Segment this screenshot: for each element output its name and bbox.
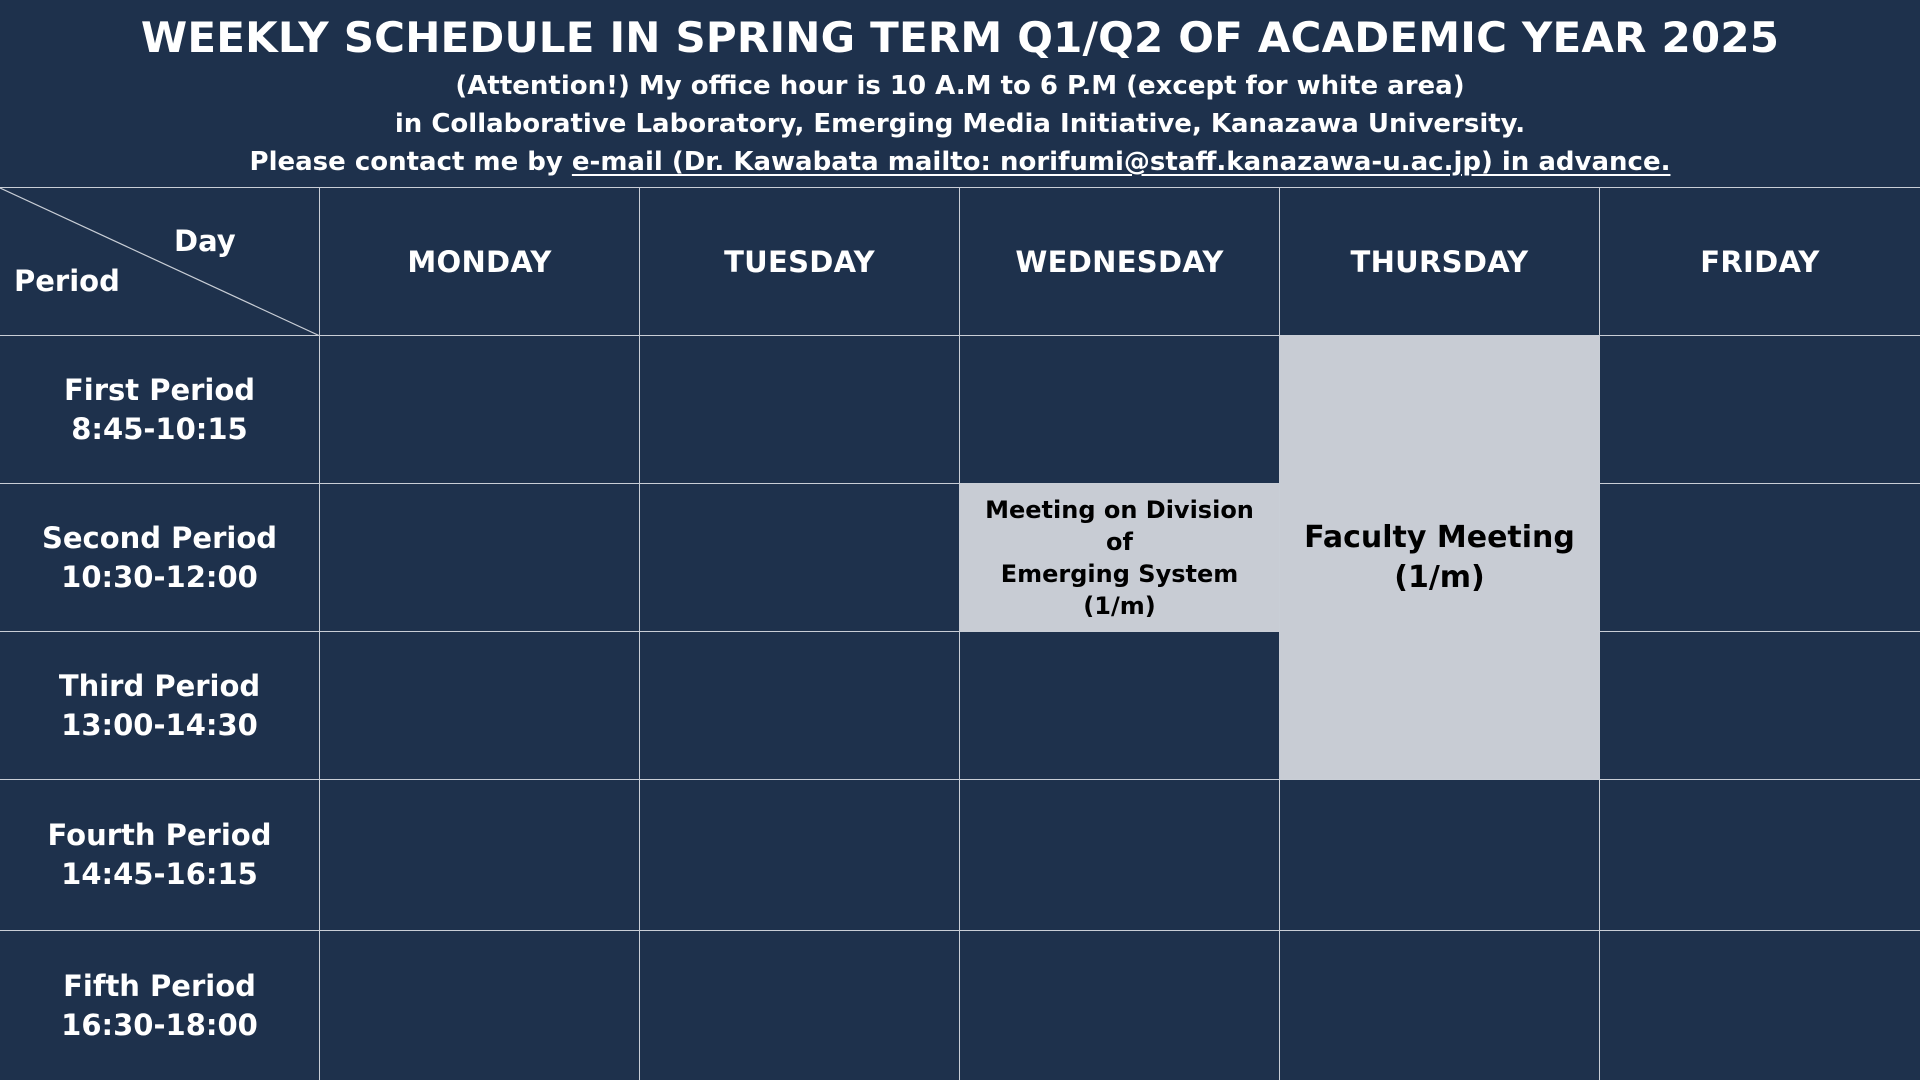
event-division-meeting <box>960 484 1280 632</box>
slot-tuesday-third <box>640 632 960 780</box>
slot-wednesday-fourth <box>960 780 1280 931</box>
day-header-thursday: THURSDAY <box>1280 188 1600 336</box>
event-title: Faculty Meeting <box>1304 519 1575 555</box>
event-frequency: (1/m) <box>1083 591 1156 620</box>
event-line: Meeting on Division of <box>985 495 1254 556</box>
page-title: WEEKLY SCHEDULE IN SPRING TERM Q1/Q2 OF ACADEMIC YEAR 2025 <box>140 13 1780 62</box>
period-time: 16:30-18:00 <box>61 1008 258 1042</box>
office-hour-notice: (Attention!) My office hour is 10 A.M to 6 P.M (except for white area) <box>455 71 1465 101</box>
slot-tuesday-fourth <box>640 780 960 931</box>
slot-wednesday-fifth <box>960 931 1280 1080</box>
slot-monday-fourth <box>320 780 640 931</box>
slot-friday-fourth <box>1600 780 1920 931</box>
slot-monday-third <box>320 632 640 780</box>
slot-monday-first <box>320 336 640 484</box>
period-time: 10:30-12:00 <box>61 559 258 594</box>
diagonal-divider <box>0 188 320 336</box>
corner-header <box>0 188 320 336</box>
corner-period-label: Period <box>14 264 120 298</box>
diagonal-line <box>0 188 320 336</box>
slot-tuesday-fifth <box>640 931 960 1080</box>
period-time: 14:45-16:15 <box>61 857 258 891</box>
slot-monday-second <box>320 484 640 632</box>
event-frequency: (1/m) <box>1394 559 1485 595</box>
period-time: 8:45-10:15 <box>71 411 248 446</box>
event-faculty-meeting <box>1280 336 1600 780</box>
schedule-header <box>0 0 1920 187</box>
corner-day-label: Day <box>174 224 236 258</box>
period-label-fifth <box>0 931 320 1080</box>
period-label-second <box>0 484 320 632</box>
period-name: First Period <box>63 372 256 407</box>
period-name: Fifth Period <box>63 969 256 1003</box>
period-label-fourth <box>0 780 320 931</box>
schedule-table <box>0 187 1920 1080</box>
contact-line <box>0 144 1920 180</box>
day-header-friday: FRIDAY <box>1600 188 1920 336</box>
slot-wednesday-first <box>960 336 1280 484</box>
slot-friday-first <box>1600 336 1920 484</box>
slot-tuesday-first <box>640 336 960 484</box>
email-link[interactable]: e-mail (Dr. Kawabata mailto: norifumi@staff.kanazawa-u.ac.jp) in advance. <box>571 147 1671 177</box>
day-header-wednesday: WEDNESDAY <box>960 188 1280 336</box>
slot-friday-third <box>1600 632 1920 780</box>
office-location: in Collaborative Laboratory, Emerging Media Initiative, Kanazawa University. <box>394 109 1526 139</box>
slot-thursday-fourth <box>1280 780 1600 931</box>
day-header-monday: MONDAY <box>320 188 640 336</box>
period-label-third <box>0 632 320 780</box>
slot-tuesday-second <box>640 484 960 632</box>
period-label-first <box>0 336 320 484</box>
day-header-tuesday: TUESDAY <box>640 188 960 336</box>
period-time: 13:00-14:30 <box>61 707 258 742</box>
period-name: Fourth Period <box>47 818 272 852</box>
contact-prefix: Please contact me by <box>249 147 572 177</box>
slot-friday-second <box>1600 484 1920 632</box>
event-line: Emerging System <box>1000 559 1239 588</box>
slot-wednesday-third <box>960 632 1280 780</box>
period-name: Second Period <box>41 520 278 555</box>
slot-thursday-fifth <box>1280 931 1600 1080</box>
period-name: Third Period <box>58 668 261 703</box>
slot-friday-fifth <box>1600 931 1920 1080</box>
slot-monday-fifth <box>320 931 640 1080</box>
